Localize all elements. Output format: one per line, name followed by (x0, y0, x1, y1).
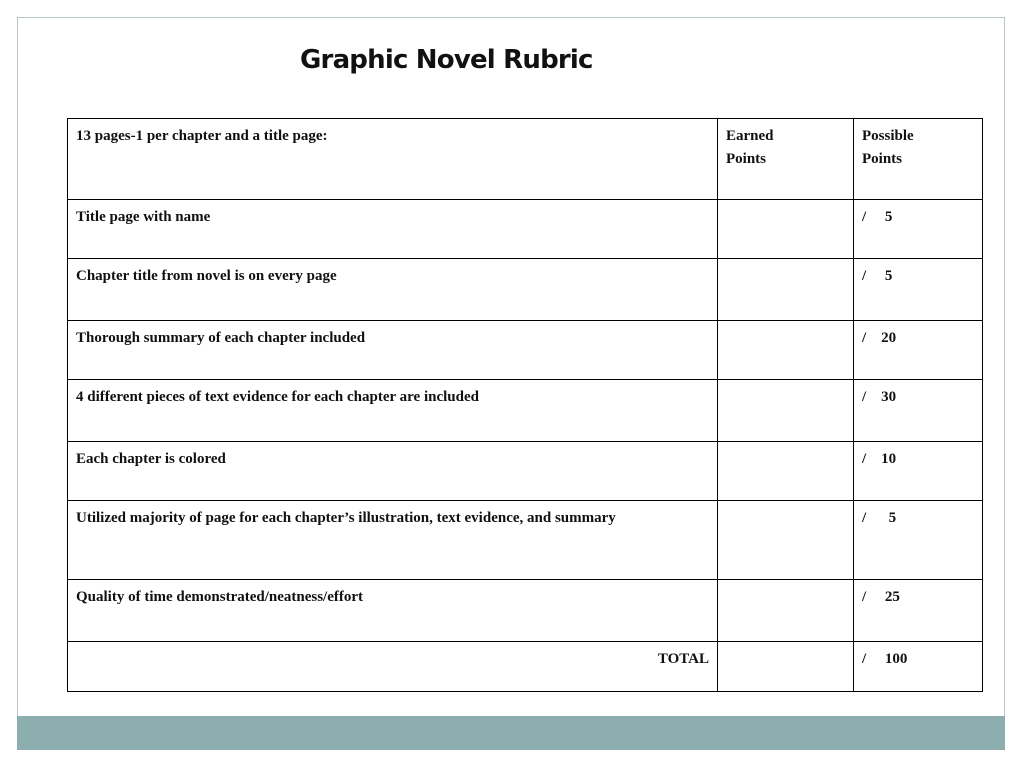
table-row (68, 501, 983, 580)
earned-points-cell[interactable] (718, 442, 854, 501)
total-possible-cell (854, 642, 983, 692)
header-possible-label-line2: Points (862, 151, 903, 167)
criteria-cell: Quality of time demonstrated/neatness/effort (68, 580, 718, 642)
possible-points-value: / 5 (862, 268, 893, 284)
rubric-table (67, 118, 983, 692)
table-row (68, 580, 983, 642)
header-earned-label-line1: Earned (726, 128, 774, 144)
total-earned-cell[interactable] (718, 642, 854, 692)
earned-points-cell[interactable] (718, 321, 854, 380)
possible-points-cell (854, 321, 983, 380)
total-row (68, 642, 983, 692)
earned-points-cell[interactable] (718, 380, 854, 442)
possible-points-cell (854, 259, 983, 321)
page-title: Graphic Novel Rubric (300, 45, 593, 75)
earned-points-cell[interactable] (718, 200, 854, 259)
criteria-cell: 4 different pieces of text evidence for each chapter are included (68, 380, 718, 442)
criteria-cell: Each chapter is colored (68, 442, 718, 501)
criteria-cell: Utilized majority of page for each chapter’s illustration, text evidence, and summary (68, 501, 718, 580)
table-row (68, 321, 983, 380)
header-possible-label-line1: Possible (862, 128, 914, 144)
header-possible-cell (854, 119, 983, 200)
earned-points-cell[interactable] (718, 501, 854, 580)
possible-points-value: / 10 (862, 451, 897, 467)
criteria-cell: Chapter title from novel is on every page (68, 259, 718, 321)
possible-points-value: / 5 (862, 510, 897, 526)
possible-points-cell (854, 380, 983, 442)
table-row (68, 442, 983, 501)
possible-points-value: / 5 (862, 209, 893, 225)
possible-points-cell (854, 501, 983, 580)
possible-points-cell (854, 200, 983, 259)
header-criteria-cell (68, 119, 718, 200)
table-row (68, 200, 983, 259)
total-label-cell: TOTAL (68, 642, 718, 692)
possible-points-cell (854, 442, 983, 501)
earned-points-cell[interactable] (718, 259, 854, 321)
possible-points-cell (854, 580, 983, 642)
possible-points-value: / 30 (862, 389, 897, 405)
header-criteria-label: 13 pages-1 per chapter and a title page: (76, 128, 328, 144)
table-header-row (68, 119, 983, 200)
criteria-cell: Thorough summary of each chapter included (68, 321, 718, 380)
criteria-cell: Title page with name (68, 200, 718, 259)
header-earned-cell (718, 119, 854, 200)
table-row (68, 259, 983, 321)
table-row (68, 380, 983, 442)
earned-points-cell[interactable] (718, 580, 854, 642)
total-possible-value: / 100 (862, 651, 908, 667)
header-earned-label-line2: Points (726, 151, 767, 167)
possible-points-value: / 20 (862, 330, 897, 346)
footer-bar (17, 716, 1005, 750)
possible-points-value: / 25 (862, 589, 900, 605)
